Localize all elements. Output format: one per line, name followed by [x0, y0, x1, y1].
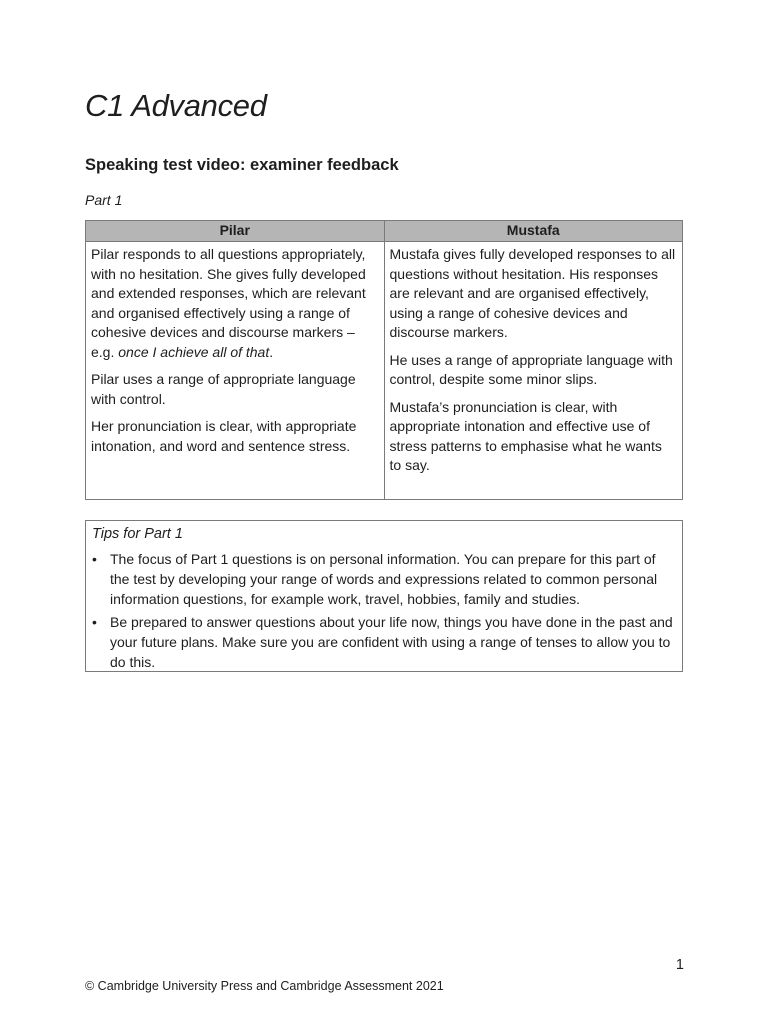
tips-box: [85, 520, 683, 672]
mustafa-feedback-paragraph: Mustafa gives fully developed responses to all questions without hesitation. His responses are relevant and are organised effectively, using a range of cohesive devices and discourse markers.: [389, 246, 676, 340]
column-header-mustafa: Mustafa: [384, 221, 683, 242]
pilar-feedback-cell: [86, 242, 385, 500]
bullet-icon: •: [92, 551, 97, 567]
table-row: [86, 242, 683, 500]
tip-text: The focus of Part 1 questions is on personal information. You can prepare for this part of the test by developing your range of words and expressions related to common personal information questions, for example work, travel, hobbies, family and studies.: [110, 551, 658, 607]
pilar-example-phrase: once I achieve all of that: [118, 343, 270, 360]
pilar-language-paragraph: Pilar uses a range of appropriate language with control.: [91, 371, 356, 407]
mustafa-pronunciation-paragraph: Mustafa’s pronunciation is clear, with appropriate intonation and effective use of stress patterns to emphasise what he wants to say.: [389, 398, 662, 473]
pilar-pronunciation-paragraph: Her pronunciation is clear, with appropriate intonation, and word and sentence stress.: [91, 418, 357, 454]
tips-title: Tips for Part 1: [92, 526, 183, 542]
bullet-icon: •: [92, 614, 97, 630]
page-title: C1 Advanced: [85, 88, 267, 123]
feedback-table: [85, 220, 683, 500]
list-item: [86, 612, 682, 672]
pilar-feedback-text-end: .: [269, 343, 274, 360]
pilar-feedback-paragraph: [91, 245, 379, 362]
section-subtitle: Speaking test video: examiner feedback: [85, 156, 399, 174]
mustafa-feedback-cell: [384, 242, 683, 500]
page-number: 1: [675, 957, 684, 973]
tip-text: Be prepared to answer questions about your life now, things you have done in the past and your future plans. Make sure you are confident with using a range of tenses to allow you to do this.: [110, 614, 673, 670]
part-label: Part 1: [85, 192, 123, 208]
table-header-row: [86, 221, 683, 242]
column-header-pilar: Pilar: [86, 221, 385, 242]
copyright-footer: © Cambridge University Press and Cambridge Assessment 2021: [85, 979, 444, 993]
pilar-feedback-text: Pilar responds to all questions appropriately, with no hesitation. She gives fully developed and extended responses, which are relevant and organised effectively using a range of cohesive devices and discourse markers – e.g.: [91, 246, 366, 360]
mustafa-language-paragraph: He uses a range of appropriate language with control, despite some minor slips.: [389, 351, 673, 387]
list-item: [86, 549, 682, 609]
tips-list: [86, 549, 682, 672]
